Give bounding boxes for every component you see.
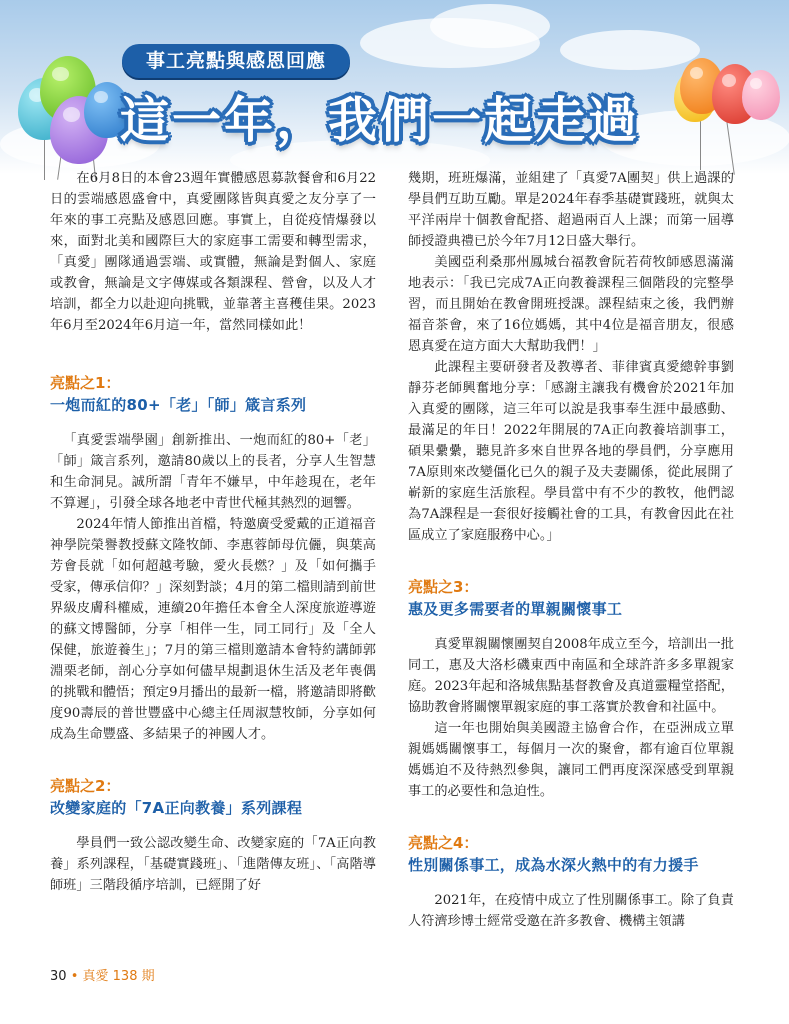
highlight-title: 性別關係事工，成為水深火熱中的有力援手 <box>408 856 699 874</box>
highlight-label: 亮點之3： <box>408 578 479 596</box>
highlight-title: 一炮而紅的80+「老」「師」箴言系列 <box>50 396 307 414</box>
section-tag: 事工亮點與感恩回應 <box>122 44 350 78</box>
highlight-3 <box>408 576 734 802</box>
left-column <box>50 168 376 896</box>
body-paragraph: 此課程主要研發者及教導者、菲律賓真愛總幹事劉靜芬老師興奮地分享：「感謝主讓我有機會於2021年加入真愛的團隊，這三年可以說是我事奉生涯中最感動、最滿足的年日！2022年開展的7A正向教養培訓事工，碩果纍纍，聽見許多來自世界各地的學員們，分享應用7A原則來改變僵化已久的親子及夫妻關係，從此展開了嶄新的家庭生活旅程。學員當中有不少的教牧，他們認為7A課程是一套很好接觸社會的工具，有教會因此在社區成立了家庭服務中心。」 <box>408 360 734 543</box>
highlight-label: 亮點之4： <box>408 834 479 852</box>
cloud-decoration <box>560 30 700 70</box>
highlight-title: 改變家庭的「7A正向教養」系列課程 <box>50 799 303 817</box>
highlight-4 <box>408 832 734 932</box>
body-paragraph: 美國亞利桑那州鳳城台福教會阮若荷牧師感恩滿滿地表示：「我已完成7A正向教養課程三個階段的完整學習，而且開始在教會開班授課。課程結束之後，我們辦福音茶會，來了16位媽媽，其中4位是福音朋友，很感恩真愛在這方面大大幫助我們！」 <box>408 255 734 354</box>
page-number: 30 <box>50 969 67 984</box>
highlight-label: 亮點之2： <box>50 777 121 795</box>
intro-paragraph: 在6月8日的本會23週年實體感恩募款餐會和6月22日的雲端感恩盛會中，真愛團隊皆與真愛之友分享了一年來的事工亮點及感恩回應。事實上，自從疫情爆發以來，面對北美和國際巨大的家庭事工需要和轉型需求，「真愛」團隊通過雲端、或實體，無論是對個人、家庭或教會，無論是文字傳媒或各類課程、營會，以及人才培訓，都全力以赴迎向挑戰，並靠著主喜穫佳果。2023年6月至2024年6月這一年，當然同樣如此！ <box>50 171 376 333</box>
body-paragraph: 「真愛雲端學園」創新推出、一炮而紅的80+「老」「師」箴言系列，邀請80歲以上的長者，分享人生智慧和生命洞見。誠所謂「青年不嫌早，中年趁現在，老年不算遲」，引發全球各地老中青世代極其熱烈的迴響。 <box>50 433 376 511</box>
page-footer <box>50 968 155 986</box>
page-title: 這一年，我們一起走過 <box>120 92 641 149</box>
highlight-title: 惠及更多需要者的單親關懷事工 <box>408 600 623 618</box>
cloud-decoration <box>430 4 550 48</box>
highlight-label: 亮點之1： <box>50 374 121 392</box>
body-paragraph: 真愛單親關懷團契自2008年成立至今，培訓出一批同工，惠及大洛杉磯東西中南區和全球許許多多單親家庭。2023年起和洛城焦點基督教會及真道靈糧堂搭配，協助教會將關懷單親家庭的事工落實於教會和社區中。 <box>408 637 734 715</box>
footer-separator: • <box>70 969 79 984</box>
issue-number: 138 期 <box>112 969 155 984</box>
body-paragraph: 2024年情人節推出首檔，特邀廣受愛戴的正道福音神學院榮譽教授蘇文隆牧師、李惠蓉師母伉儷，與葉高芳會長就「如何超越考驗，愛火長燃？」及「如何攜手受家，傳承信仰？」深刻對談；4月的第二檔則請到前世界級皮膚科權威，連續20年擔任本會全人深度旅遊導遊的蘇文博醫師，分享「相伴一生，同工同行」及「全人保健，旅遊養生」；7月的第三檔則邀請本會特約講師郭淵栗老師，剖心分享如何儘早規劃退休生活及老年喪偶的挑戰和體悟；預定9月播出的最新一檔，將邀請即將歡度90壽辰的普世豐盛中心總主任周淑慧牧師，分享如何成為生命豐盛、多結果子的神國人才。 <box>50 517 376 742</box>
highlight-2 <box>50 775 376 896</box>
magazine-name: 真愛 <box>82 969 109 984</box>
body-paragraph: 學員們一致公認改變生命、改變家庭的「7A正向教養」系列課程，「基礎實踐班」、「進階傳友班」、「高階導師班」三階段循序培訓，已經開了好 <box>50 836 376 893</box>
body-paragraph: 這一年也開始與美國證主協會合作，在亞洲成立單親媽媽關懷事工，每個月一次的聚會，都有逾百位單親媽媽迫不及待熱烈參與，讓同工們再度深深感受到單親事工的必要性和急迫性。 <box>408 721 734 799</box>
right-column <box>408 168 734 932</box>
body-paragraph: 2021年，在疫情中成立了性別關係事工。除了負責人符濟珍博士經常受邀在許多教會、機構主領講 <box>408 893 734 929</box>
highlight-1 <box>50 372 376 745</box>
body-paragraph: 幾期，班班爆滿，並組建了「真愛7A團契」供上過課的學員們互助互勵。單是2024年春季基礎實踐班，就與太平洋兩岸十個教會配搭、超過兩百人上課；而第一屆導師授證典禮已於今年7月12日盛大舉行。 <box>408 171 734 249</box>
